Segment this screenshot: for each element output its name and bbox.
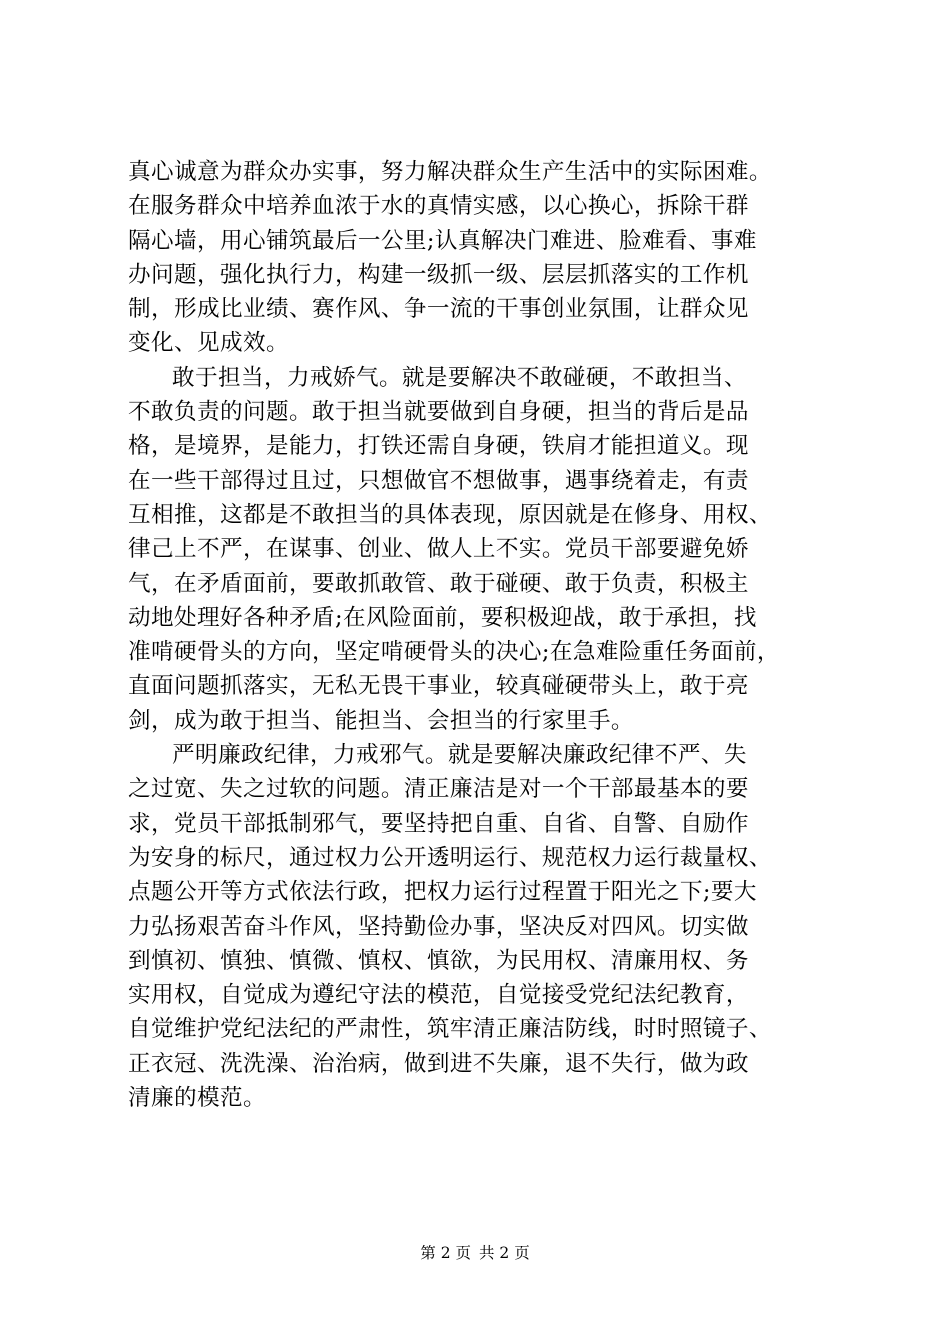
text-line: 准啃硬骨头的方向，坚定啃硬骨头的决心;在急难险重任务面前， bbox=[128, 639, 780, 666]
text-line: 求，党员干部抵制邪气，要坚持把自重、自省、自警、自励作 bbox=[128, 810, 749, 837]
text-line: 为安身的标尺，通过权力公开透明运行、规范权力运行裁量权、 bbox=[128, 844, 772, 871]
text-line: 自觉维护党纪法纪的严肃性，筑牢清正廉洁防线，时时照镜子、 bbox=[128, 1016, 772, 1043]
text-line: 点题公开等方式依法行政，把权力运行过程置于阳光之下;要大 bbox=[128, 879, 757, 906]
text-line: 制，形成比业绩、赛作风、争一流的干事创业氛围，让群众见 bbox=[128, 296, 749, 323]
text-line: 办问题，强化执行力，构建一级抓一级、层层抓落实的工作机 bbox=[128, 261, 749, 288]
text-line: 律己上不严，在谋事、创业、做人上不实。党员干部要避免娇 bbox=[128, 536, 749, 563]
text-line: 互相推，这都是不敢担当的具体表现，原因就是在修身、用权、 bbox=[128, 501, 772, 528]
text-line: 动地处理好各种矛盾;在风险面前，要积极迎战，敢于承担，找 bbox=[128, 604, 757, 631]
text-line: 格，是境界，是能力，打铁还需自身硬，铁肩才能担道义。现 bbox=[128, 433, 749, 460]
page-footer bbox=[0, 1241, 950, 1263]
text-line: 真心诚意为群众办实事，努力解决群众生产生活中的实际困难。 bbox=[128, 159, 772, 185]
text-line: 正衣冠、洗洗澡、治治病，做到进不失廉，退不失行，做为政 bbox=[128, 1050, 749, 1077]
paragraph-3 bbox=[128, 738, 828, 1115]
text-line: 敢于担当，力戒娇气。就是要解决不敢碰硬，不敢担当、 bbox=[172, 364, 747, 391]
paragraph-2 bbox=[128, 361, 828, 738]
page-number-current: 第 2 页 bbox=[420, 1244, 471, 1262]
page-number-total: 共 2 页 bbox=[479, 1244, 530, 1262]
text-line: 变化、见成效。 bbox=[128, 330, 289, 357]
text-line: 隔心墙，用心铺筑最后一公里;认真解决门难进、脸难看、事难 bbox=[128, 227, 757, 254]
text-line: 在一些干部得过且过，只想做官不想做事，遇事绕着走，有责 bbox=[128, 467, 749, 494]
text-line: 剑，成为敢于担当、能担当、会担当的行家里手。 bbox=[128, 707, 634, 734]
text-line: 不敢负责的问题。敢于担当就要做到自身硬，担当的背后是品 bbox=[128, 399, 749, 426]
text-line: 到慎初、慎独、慎微、慎权、慎欲，为民用权、清廉用权、务 bbox=[128, 947, 749, 974]
text-line: 力弘扬艰苦奋斗作风，坚持勤俭办事，坚决反对四风。切实做 bbox=[128, 913, 749, 940]
paragraph-1 bbox=[128, 155, 828, 361]
text-line: 在服务群众中培养血浓于水的真情实感，以心换心，拆除干群 bbox=[128, 193, 749, 220]
text-line: 直面问题抓落实，无私无畏干事业，较真碰硬带头上，敢于亮 bbox=[128, 673, 749, 700]
text-line: 严明廉政纪律，力戒邪气。就是要解决廉政纪律不严、失 bbox=[172, 742, 747, 769]
text-line: 气，在矛盾面前，要敢抓敢管、敢于碰硬、敢于负责，积极主 bbox=[128, 570, 749, 597]
text-line: 清廉的模范。 bbox=[128, 1085, 266, 1112]
text-line: 之过宽、失之过软的问题。清正廉洁是对一个干部最基本的要 bbox=[128, 776, 749, 803]
document-body bbox=[128, 155, 828, 1115]
text-line: 实用权，自觉成为遵纪守法的模范，自觉接受党纪法纪教育， bbox=[128, 982, 749, 1009]
